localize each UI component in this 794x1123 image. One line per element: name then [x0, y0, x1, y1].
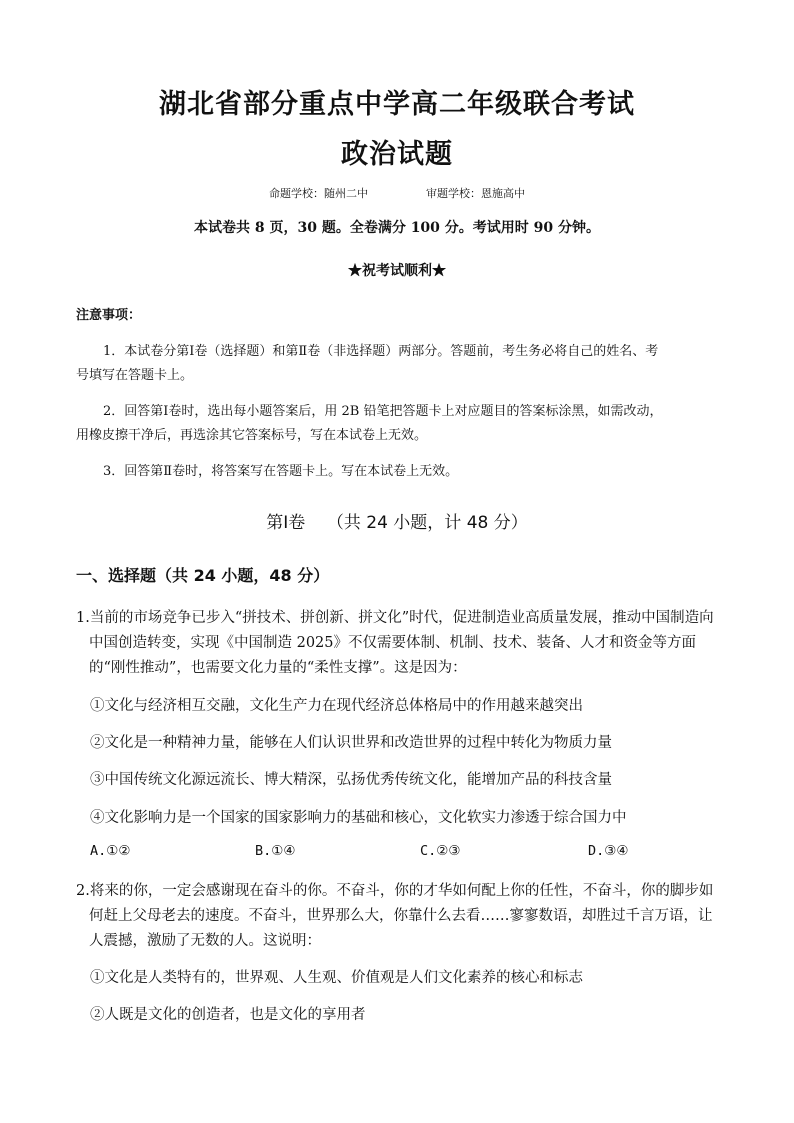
- exam-title: 湖北省部分重点中学高二年级联合考试: [159, 89, 635, 120]
- choice-d: D.③④: [588, 843, 629, 859]
- good-luck-wish: ★祝考试顺利★: [348, 263, 446, 279]
- question-option: ②人既是文化的创造者，也是文化的享用者: [90, 1007, 366, 1023]
- notice-item: [76, 340, 726, 388]
- question-stem: 1.当前的市场竞争已步入“拼技术、拼创新、拼文化”时代，促进制造业高质量发展，推动中国制造向中国创造转变，实现《中国制造 2025》不仅需要体制、机制、技术、装备、人才和资金等方面的“刚性推动”，也需要文化力量的“柔性支撑”。这是因为：: [76, 610, 714, 676]
- notice-item-line: 3．回答第Ⅱ卷时，将答案写在答题卡上。写在本试卷上无效。: [103, 464, 459, 479]
- school-info: [0, 185, 794, 201]
- notice-item: [76, 460, 726, 484]
- notice-item-line: 1．本试卷分第Ⅰ卷（选择题）和第Ⅱ卷（非选择题）两部分。答题前，考生务必将自己的姓名、考: [103, 344, 659, 359]
- question-option: ①文化与经济相互交融，文化生产力在现代经济总体格局中的作用越来越突出: [90, 698, 583, 714]
- notice-heading: 注意事项：: [76, 308, 142, 323]
- part-title: 一、选择题（共 24 小题，48 分）: [76, 566, 330, 585]
- question-option: ②文化是一种精神力量，能够在人们认识世界和改造世界的过程中转化为物质力量: [90, 735, 612, 751]
- question-1: [76, 606, 726, 681]
- exam-summary: 本试卷共 8 页，30 题。全卷满分 100 分。考试用时 90 分钟。: [193, 220, 601, 236]
- section-title: 第Ⅰ卷 （共 24 小题，计 48 分）: [266, 513, 528, 533]
- choice-c: C.②③: [420, 843, 461, 859]
- notice-item-line: 2．回答第Ⅰ卷时，选出每小题答案后，用 2B 铅笔把答题卡上对应题目的答案标涂黑，如需改动，: [103, 404, 663, 419]
- question-stem: 2.将来的你，一定会感谢现在奋斗的你。不奋斗，你的才华如何配上你的任性，不奋斗，你的脚步如何赶上父母老去的速度。不奋斗，世界那么大，你靠什么去看……寥寥数语，却胜过千言万语，让人震撼，激励了无数的人。这说明：: [76, 883, 714, 949]
- proposer-school: 命题学校：随州二中: [269, 187, 368, 200]
- subject-title: 政治试题: [341, 139, 453, 170]
- notice-item: [76, 400, 726, 448]
- reviewer-school: 审题学校：恩施高中: [426, 187, 525, 200]
- question-option: ①文化是人类特有的，世界观、人生观、价值观是人们文化素养的核心和标志: [90, 970, 583, 986]
- question-option: ③中国传统文化源远流长、博大精深，弘扬优秀传统文化，能增加产品的科技含量: [90, 772, 612, 788]
- choice-a: A.①②: [90, 843, 131, 859]
- question-2: [76, 879, 726, 954]
- choice-b: B.①④: [255, 843, 296, 859]
- notice-item-line: 号填写在答题卡上。: [76, 368, 194, 383]
- question-option: ④文化影响力是一个国家的国家影响力的基础和核心，文化软实力渗透于综合国力中: [90, 810, 627, 826]
- notice-item-line: 用橡皮擦干净后，再选涂其它答案标号，写在本试卷上无效。: [76, 428, 428, 443]
